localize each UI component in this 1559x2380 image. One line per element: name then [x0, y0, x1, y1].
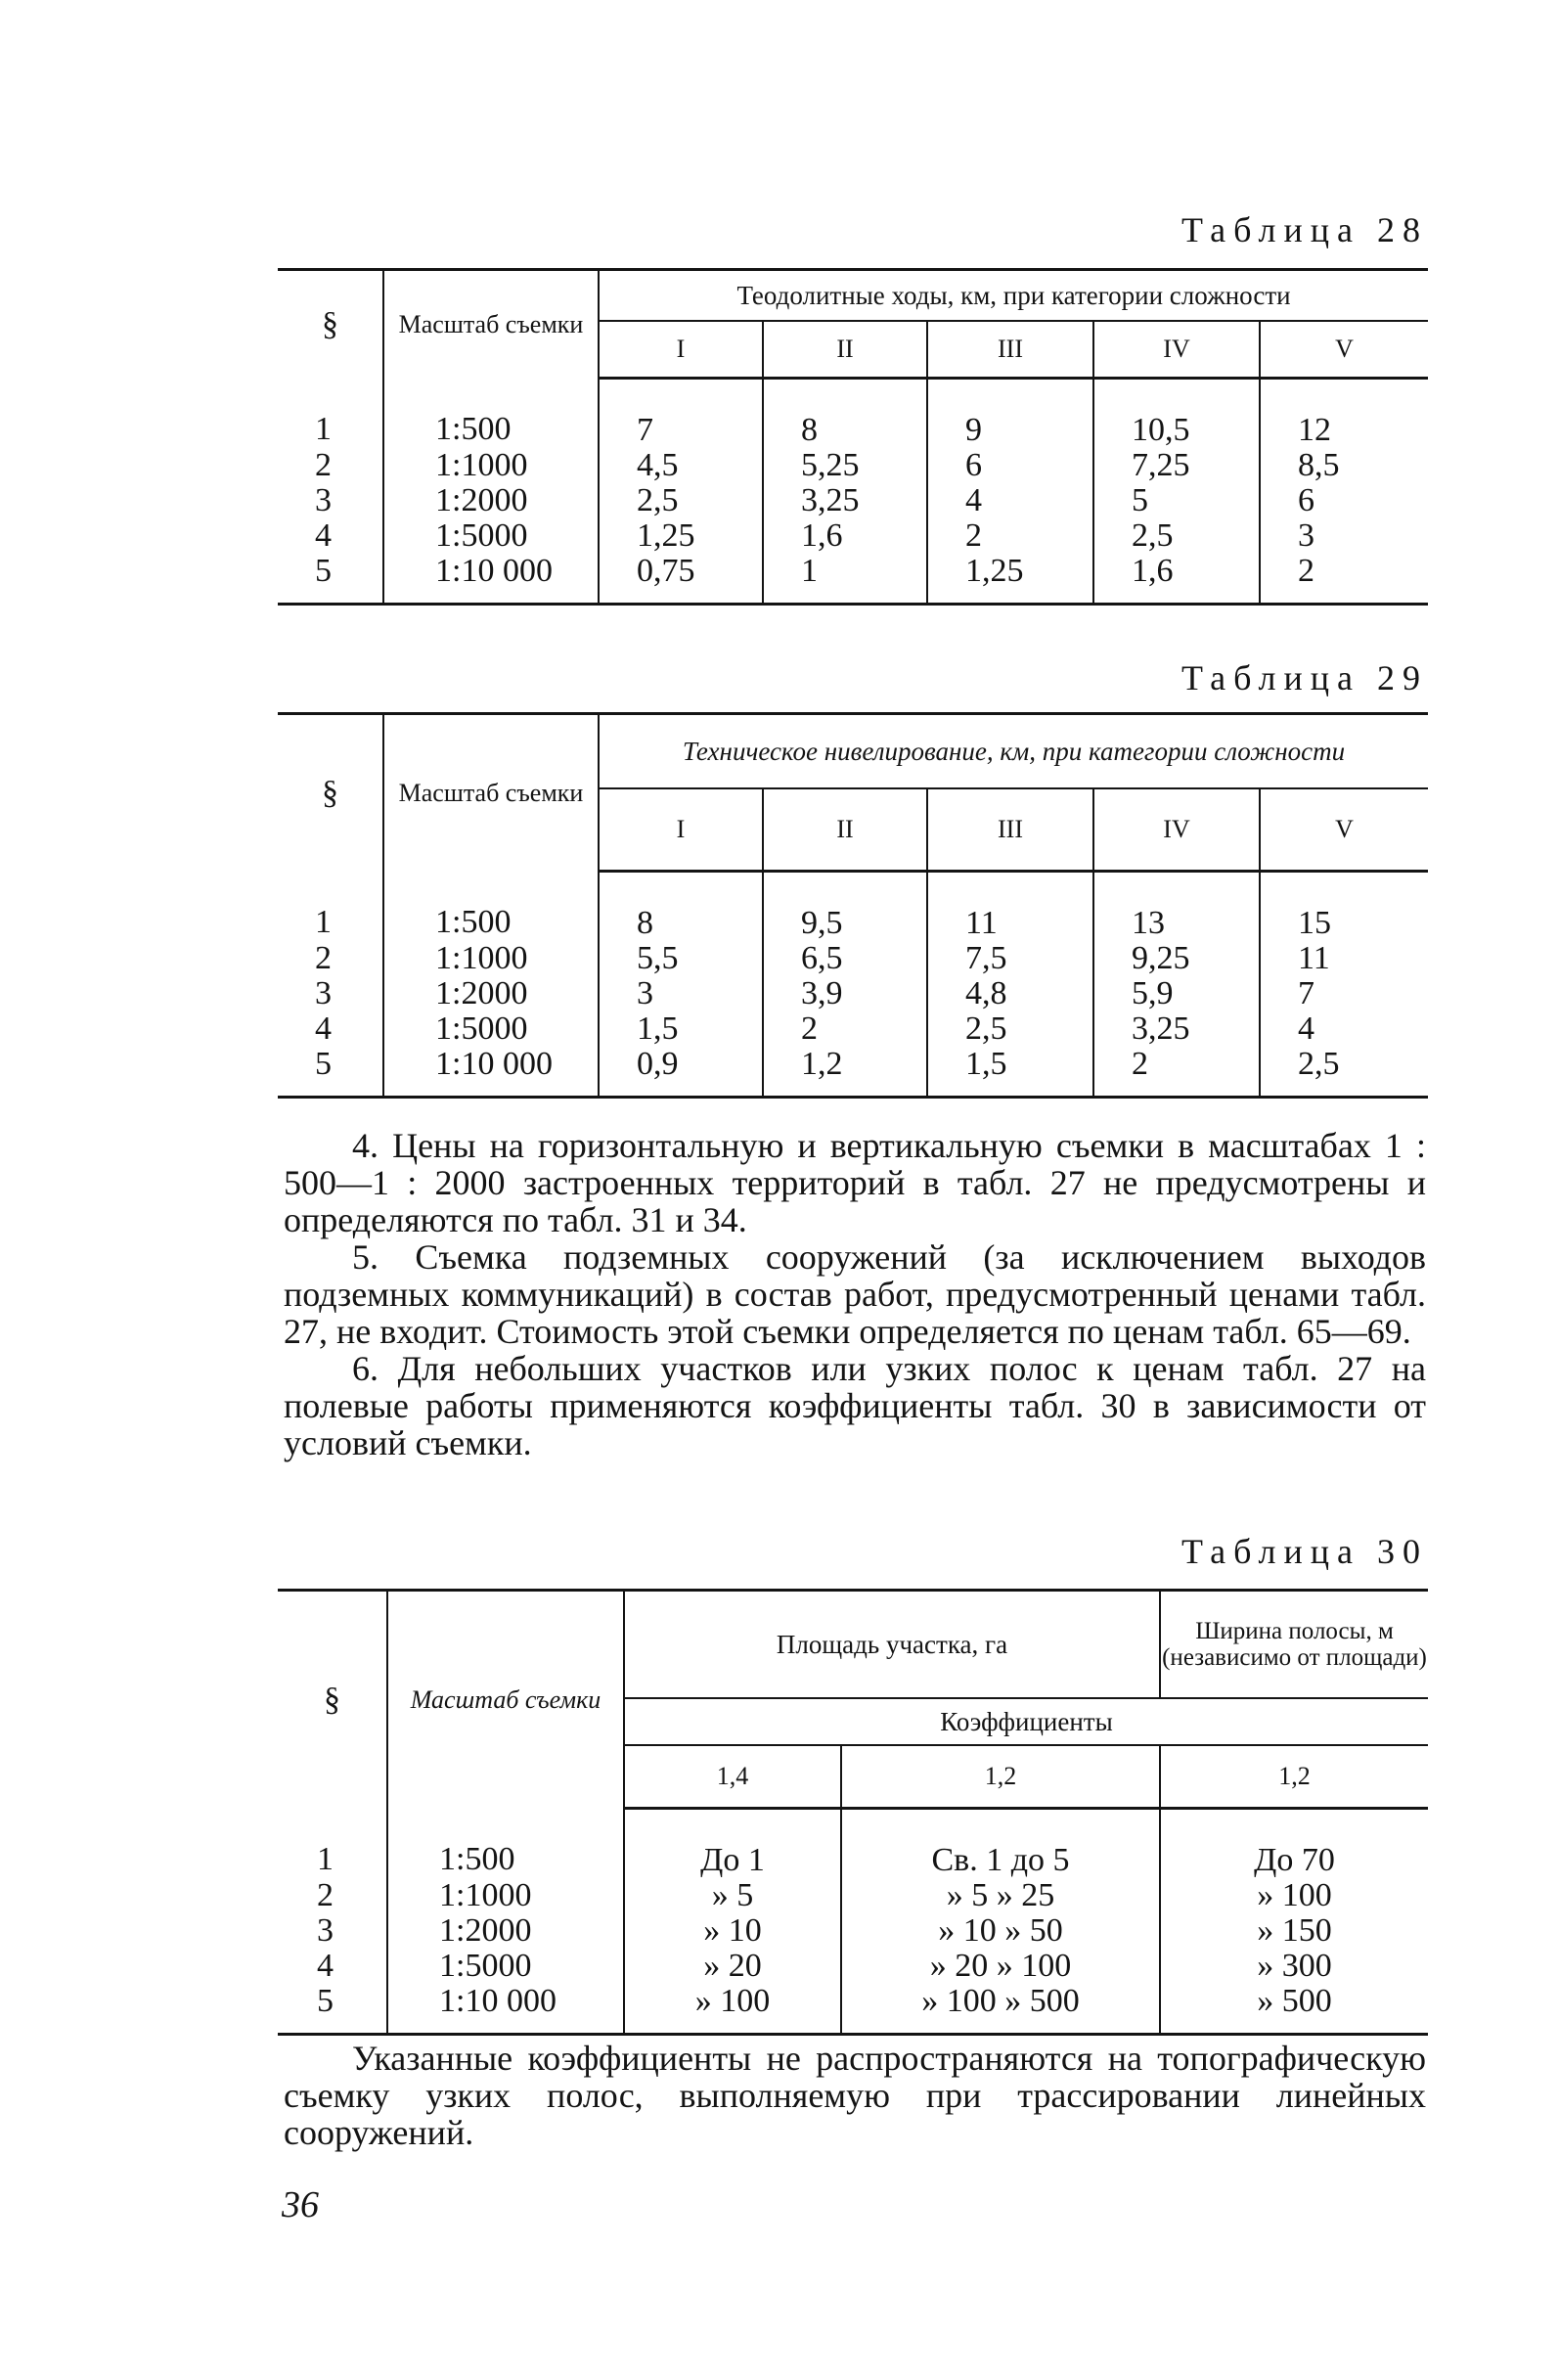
row-number: 3 — [315, 975, 332, 1011]
table-cell: 4 — [1260, 1011, 1428, 1047]
table-29-caption: Таблица 29 — [1181, 658, 1428, 697]
table-cell: 2 — [927, 518, 1093, 554]
note-paragraph: 5. Съемка подземных сооружений (за исключением выходов подземных коммуникаций) в состав работ, предусмотренный ценами табл. 27, не входит. Стоимость этой съемки определяется по ценам табл. 65—69. — [284, 1237, 1426, 1351]
table-cell: 9 — [927, 379, 1093, 449]
table-cell: 13 — [1093, 872, 1260, 942]
table-29-header-cat: II — [763, 788, 927, 872]
note-paragraph: 4. Цены на горизонтальную и вертикальную съемки в масштабах 1 : 500—1 : 2000 застроенных территорий в табл. 27 не предусмотрены и определяются по табл. 31 и 34. — [284, 1126, 1426, 1239]
row-number: 5 — [278, 1984, 387, 2035]
table-cell: 15 — [1260, 872, 1428, 942]
table-row — [278, 448, 1428, 483]
table-cell: 2,5 — [1093, 518, 1260, 554]
table-cell: 6 — [1260, 483, 1428, 518]
table-30 — [278, 1589, 1428, 2036]
row-number: 2 — [317, 1877, 334, 1913]
row-scale: 1:2000 — [387, 1913, 624, 1949]
row-scale: 1:500 — [383, 872, 599, 942]
table-row — [278, 1809, 1428, 1879]
table-row — [278, 1913, 1428, 1949]
table-row — [278, 941, 1428, 976]
table-row — [278, 1047, 1428, 1098]
row-scale: 1:500 — [383, 379, 599, 449]
table-cell: 6 — [927, 448, 1093, 483]
row-scale: 1:1000 — [383, 941, 599, 976]
table-cell: 12 — [1260, 379, 1428, 449]
row-number: 1 — [317, 1841, 334, 1878]
table-cell: 2,5 — [1260, 1047, 1428, 1098]
table-row — [278, 1949, 1428, 1984]
note-paragraph: 6. Для небольших участков или узких полос к ценам табл. 27 на полевые работы применяются коэффициенты табл. 30 в зависимости от условий съемки. — [284, 1349, 1426, 1462]
table-cell: 1,6 — [763, 518, 927, 554]
table-cell: 11 — [1260, 941, 1428, 976]
table-cell: » 10 — [624, 1913, 841, 1949]
table-cell: 7 — [599, 379, 763, 449]
table-row — [278, 1011, 1428, 1047]
table-row — [278, 518, 1428, 554]
table-cell: » 150 — [1160, 1913, 1428, 1949]
table-cell: 9,5 — [763, 872, 927, 942]
table-29-header-n: § — [278, 714, 383, 872]
footnote: Указанные коэффициенты не распространяются на топографическую съемку узких полос, выполняемую при трассировании линейных сооружений. — [284, 2039, 1426, 2152]
table-cell: 7 — [1260, 976, 1428, 1011]
table-30-header-n: § — [278, 1591, 387, 1809]
table-row — [278, 1878, 1428, 1913]
table-cell: 2,5 — [599, 483, 763, 518]
row-number: 3 — [317, 1912, 334, 1949]
table-cell: До 1 — [624, 1809, 841, 1879]
row-number: 4 — [315, 1010, 332, 1047]
table-cell: Св. 1 до 5 — [841, 1809, 1160, 1879]
table-cell: 2 — [763, 1011, 927, 1047]
row-scale: 1:5000 — [383, 518, 599, 554]
table-cell: 8,5 — [1260, 448, 1428, 483]
table-cell: 5 — [1093, 483, 1260, 518]
row-scale: 1:5000 — [383, 1011, 599, 1047]
row-number: 3 — [315, 482, 332, 518]
row-scale: 1:10 000 — [383, 554, 599, 605]
table-cell: 3,25 — [763, 483, 927, 518]
table-28-header-cat: III — [927, 321, 1093, 379]
table-28-header-cat: II — [763, 321, 927, 379]
table-cell: » 300 — [1160, 1949, 1428, 1984]
table-cell: 4,8 — [927, 976, 1093, 1011]
table-28-caption: Таблица 28 — [1181, 210, 1428, 249]
table-cell: 7,5 — [927, 941, 1093, 976]
row-scale: 1:500 — [387, 1809, 624, 1879]
row-number: 5 — [278, 1047, 383, 1098]
table-cell: 10,5 — [1093, 379, 1260, 449]
table-cell: 5,9 — [1093, 976, 1260, 1011]
table-cell: 1,5 — [599, 1011, 763, 1047]
table-cell: 1,6 — [1093, 554, 1260, 605]
table-row — [278, 1984, 1428, 2035]
table-29-header-group: Техническое нивелирование, км, при категории сложности — [599, 714, 1428, 789]
row-number: 2 — [315, 940, 332, 976]
table-cell: 1,25 — [599, 518, 763, 554]
table-cell: 5,25 — [763, 448, 927, 483]
row-number: 2 — [315, 447, 332, 483]
table-cell: 1,2 — [763, 1047, 927, 1098]
table-30-header-coef: Коэффициенты — [624, 1698, 1428, 1745]
table-cell: » 5 » 25 — [841, 1878, 1160, 1913]
table-cell: » 20 » 100 — [841, 1949, 1160, 1984]
table-cell: До 70 — [1160, 1809, 1428, 1879]
table-cell: 3,25 — [1093, 1011, 1260, 1047]
row-number: 1 — [315, 904, 332, 941]
table-cell: » 5 — [624, 1878, 841, 1913]
table-30-header-coef-value: 1,2 — [1160, 1745, 1428, 1809]
table-row — [278, 379, 1428, 449]
notes — [284, 1127, 1426, 1461]
table-30-header-coef-value: 1,2 — [841, 1745, 1160, 1809]
row-scale: 1:1000 — [383, 448, 599, 483]
page-number: 36 — [282, 2184, 319, 2225]
table-29-header-cat: IV — [1093, 788, 1260, 872]
table-28-header-cat: V — [1260, 321, 1428, 379]
table-cell: 2,5 — [927, 1011, 1093, 1047]
row-number: 4 — [315, 517, 332, 554]
row-scale: 1:1000 — [387, 1878, 624, 1913]
table-cell: 1 — [763, 554, 927, 605]
table-30-header-scale: Масштаб съемки — [387, 1591, 624, 1809]
table-cell: 2 — [1260, 554, 1428, 605]
table-cell: » 100 — [1160, 1878, 1428, 1913]
table-row — [278, 483, 1428, 518]
table-cell: 3 — [599, 976, 763, 1011]
table-cell: » 10 » 50 — [841, 1913, 1160, 1949]
table-cell: 0,9 — [599, 1047, 763, 1098]
table-30-caption: Таблица 30 — [1181, 1532, 1428, 1571]
table-28-header-scale: Масштаб съемки — [383, 270, 599, 379]
table-cell: 11 — [927, 872, 1093, 942]
row-scale: 1:10 000 — [387, 1984, 624, 2035]
table-cell: 1,25 — [927, 554, 1093, 605]
table-cell: 7,25 — [1093, 448, 1260, 483]
table-30-header-area: Площадь участка, га — [624, 1591, 1160, 1699]
row-scale: 1:2000 — [383, 483, 599, 518]
table-cell: 2 — [1093, 1047, 1260, 1098]
table-cell: » 500 — [1160, 1984, 1428, 2035]
table-cell: 8 — [599, 872, 763, 942]
table-cell: » 100 » 500 — [841, 1984, 1160, 2035]
table-cell: 1,5 — [927, 1047, 1093, 1098]
table-28 — [278, 268, 1428, 606]
table-29-header-cat: V — [1260, 788, 1428, 872]
row-number: 5 — [278, 554, 383, 605]
table-30-header-width: Ширина полосы, м (независимо от площади) — [1160, 1591, 1428, 1699]
table-29 — [278, 712, 1428, 1099]
table-cell: 0,75 — [599, 554, 763, 605]
table-cell: 6,5 — [763, 941, 927, 976]
table-row — [278, 976, 1428, 1011]
row-scale: 1:10 000 — [383, 1047, 599, 1098]
table-28-header-cat: I — [599, 321, 763, 379]
table-cell: 3,9 — [763, 976, 927, 1011]
table-cell: 4,5 — [599, 448, 763, 483]
table-row — [278, 554, 1428, 605]
table-row — [278, 872, 1428, 942]
table-28-header-n: § — [278, 270, 383, 379]
table-29-header-cat: III — [927, 788, 1093, 872]
table-cell: 5,5 — [599, 941, 763, 976]
table-28-header-group: Теодолитные ходы, км, при категории сложности — [599, 270, 1428, 322]
row-scale: 1:2000 — [383, 976, 599, 1011]
row-number: 1 — [315, 411, 332, 448]
table-cell: 8 — [763, 379, 927, 449]
table-29-header-scale: Масштаб съемки — [383, 714, 599, 872]
table-cell: 3 — [1260, 518, 1428, 554]
table-cell: » 100 — [624, 1984, 841, 2035]
table-29-header-cat: I — [599, 788, 763, 872]
row-scale: 1:5000 — [387, 1949, 624, 1984]
table-cell: 4 — [927, 483, 1093, 518]
table-cell: 9,25 — [1093, 941, 1260, 976]
table-cell: » 20 — [624, 1949, 841, 1984]
row-number: 4 — [317, 1948, 334, 1984]
table-28-header-cat: IV — [1093, 321, 1260, 379]
table-30-header-coef-value: 1,4 — [624, 1745, 841, 1809]
